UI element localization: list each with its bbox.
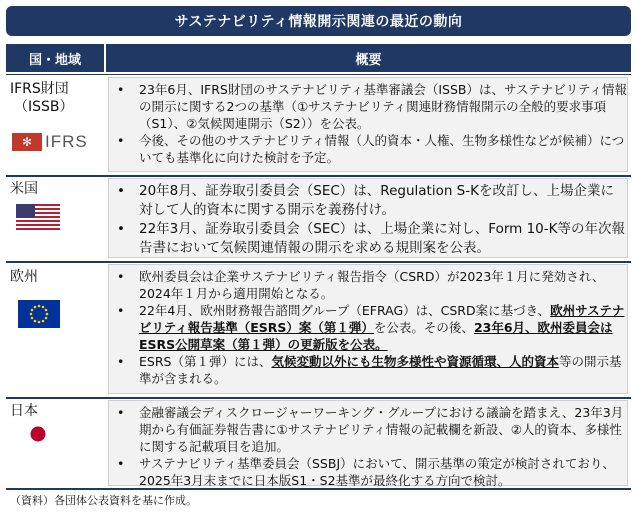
eu-item-2 bbox=[109, 302, 627, 353]
eu-item-3-text: 等の開示基準が含まれる。 bbox=[139, 354, 622, 386]
row-divider bbox=[6, 74, 631, 75]
ifrs-logo bbox=[12, 132, 96, 152]
table-bottom-border bbox=[6, 488, 631, 490]
jp-item-1: • 金融審議会ディスクロージャーワーキング・グループにおける議論を踏まえ、23年3月期から有価証券報告書に①サステナビリティ情報の記載欄を新設、②人的資本、多様性に関する記載項目を追加。 bbox=[109, 404, 627, 455]
country-us: 米国 bbox=[10, 181, 38, 197]
ifrs-item-1: • 23年6月、IFRS財団のサステナビリティ基準審議会（ISSB）は、サステナビリティ情報の開示に関する2つの基準（①サステナビリティ関連財務情報開示の全般的要求事項（S1）、②気候関連開示（S2））を公表。 bbox=[109, 81, 627, 132]
ifrs-subname: （ISSB） bbox=[14, 99, 74, 115]
country-jp: 日本 bbox=[10, 403, 38, 419]
us-item-2: • 22年3月、証券取引委員会（SEC）は、上場企業に対し、Form 10-K等の年次報告書において気候関連情報の開示を求める規則案を公表。 bbox=[109, 220, 627, 258]
eu-item-1: • 欧州委員会は企業サステナビリティ報告指令（CSRD）が2023年１月に発効され、2024年１月から適用開始となる。 bbox=[109, 268, 627, 302]
jp-item-2: • サステナビリティ基準委員会（SSBJ）において、開示基準の策定が検討されており、2025年3月末までに日本版S1・S2基準が最終化する方向で検討。 bbox=[109, 455, 627, 489]
row-divider bbox=[6, 175, 631, 177]
eu-item-2-emph: 欧州サステナビリティ報告基準（ESRS）案（第１弾） bbox=[139, 303, 625, 335]
us-detail bbox=[108, 178, 628, 258]
eu-detail bbox=[108, 264, 628, 394]
eu-flag-icon bbox=[18, 300, 60, 328]
eu-item-2-emph: 23年6月、欧州委員会はESRS公開草案（第１弾）の更新版を公表。 bbox=[139, 320, 613, 352]
country-eu: 欧州 bbox=[10, 269, 38, 285]
row-divider bbox=[6, 261, 631, 263]
us-flag-icon bbox=[16, 204, 60, 230]
ifrs-logo-text: IFRS bbox=[45, 132, 88, 151]
row-divider bbox=[6, 397, 631, 399]
country-ifrs bbox=[10, 80, 74, 116]
page-title: サステナビリティ情報開示関連の最近の動向 bbox=[6, 6, 631, 36]
ifrs-logo-mark-icon: ✻ bbox=[12, 133, 42, 151]
us-item-1: • 20年8月、証券取引委員会（SEC）は、Regulation S-Kを改訂し、上場企業に対して人的資本に関する開示を義務付け。 bbox=[109, 182, 627, 220]
header-region: 国・地域 bbox=[6, 44, 104, 72]
eu-item-3 bbox=[109, 353, 627, 387]
eu-item-2-text: 22年4月、欧州財務報告諮問グループ（EFRAG）は、CSRD案に基づき、 bbox=[139, 303, 551, 318]
ifrs-item-2: • 今後、その他のサステナビリティ情報（人的資本・人権、生物多様性などが候補）についても基準化に向けた検討を予定。 bbox=[109, 132, 627, 166]
ifrs-detail bbox=[108, 77, 628, 172]
eu-item-3-text: ESRS（第１弾）には、 bbox=[139, 354, 272, 369]
eu-item-2-text: を公表。その後、 bbox=[373, 320, 474, 335]
japan-flag-icon bbox=[16, 420, 60, 448]
source-note: （資料）各団体公表資料を基に作成。 bbox=[10, 494, 197, 507]
header-summary: 概要 bbox=[106, 44, 631, 72]
eu-item-3-emph: 気候変動以外にも生物多様性や資源循環、人的資本 bbox=[271, 354, 559, 369]
jp-detail bbox=[108, 400, 628, 486]
ifrs-name: IFRS財団 bbox=[10, 81, 69, 97]
